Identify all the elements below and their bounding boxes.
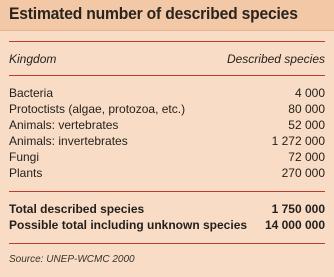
- total-value: 1 750 000: [271, 202, 325, 216]
- column-header-kingdom: Kingdom: [9, 52, 57, 66]
- kingdom-cell: Plants: [9, 166, 43, 180]
- count-cell: 4 000: [294, 86, 325, 100]
- total-label: Total described species: [9, 202, 145, 216]
- count-cell: 80 000: [288, 102, 325, 116]
- page-title: Estimated number of described species: [9, 4, 298, 23]
- kingdom-cell: Protoctists (algae, protozoa, etc.): [9, 102, 186, 116]
- kingdom-cell: Animals: vertebrates: [9, 118, 119, 132]
- top-rule: [9, 41, 325, 42]
- count-cell: 1 272 000: [271, 134, 325, 148]
- count-cell: 270 000: [281, 166, 325, 180]
- source-note: Source: UNEP-WCMC 2000: [9, 254, 135, 265]
- table-row: [9, 164, 325, 182]
- bottom-rule: [9, 243, 325, 244]
- kingdom-cell: Fungi: [9, 150, 40, 164]
- total-value: 14 000 000: [264, 218, 325, 232]
- total-label: Possible total including unknown species: [9, 218, 248, 232]
- totals-rule: [9, 191, 325, 192]
- kingdom-cell: Bacteria: [9, 86, 54, 100]
- count-cell: 72 000: [288, 150, 325, 164]
- count-cell: 52 000: [288, 118, 325, 132]
- total-row: [9, 216, 325, 234]
- kingdom-cell: Animals: invertebrates: [9, 134, 128, 148]
- table-header: [9, 50, 325, 68]
- column-header-described-species: Described species: [226, 52, 325, 66]
- header-rule: [9, 75, 325, 76]
- title-bar: [0, 0, 334, 31]
